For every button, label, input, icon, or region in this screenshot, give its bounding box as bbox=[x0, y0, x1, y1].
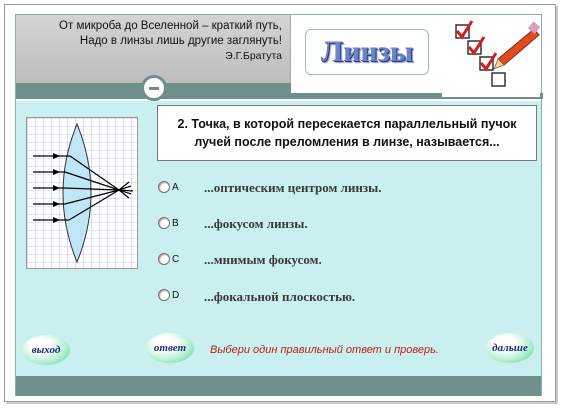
answer-button-label: ответ bbox=[153, 342, 187, 354]
exit-button-label: выход bbox=[31, 344, 61, 356]
option-text-b[interactable]: ...фокусом линзы. bbox=[204, 216, 308, 231]
question-text: 2. Точка, в которой пересекается параллельный пучок лучей после преломления в линзе, называется... bbox=[177, 117, 517, 149]
option-text-d[interactable]: ...фокальной плоскостью. bbox=[204, 289, 356, 304]
option-d[interactable] bbox=[158, 286, 202, 304]
epigraph bbox=[16, 15, 291, 83]
slide-panel bbox=[15, 14, 542, 396]
title-badge bbox=[305, 29, 429, 75]
lens-diagram-icon bbox=[26, 117, 138, 269]
answer-button[interactable] bbox=[146, 333, 194, 363]
option-c[interactable] bbox=[158, 250, 202, 268]
radio-b[interactable] bbox=[158, 217, 170, 229]
instruction-hint: Выбери один правильный ответ и проверь. bbox=[210, 344, 439, 356]
option-letter-d: D bbox=[172, 289, 180, 301]
decorative-knob-icon bbox=[141, 75, 167, 101]
next-button-label: дальше bbox=[492, 342, 528, 354]
epigraph-author: Э.Г.Братута bbox=[225, 50, 282, 62]
page-title: Линзы bbox=[320, 35, 414, 68]
option-text-a[interactable]: ...оптическим центром линзы. bbox=[204, 180, 382, 195]
question-box bbox=[157, 105, 537, 161]
epigraph-line-1: От микроба до Вселенной – краткий путь, bbox=[59, 20, 282, 32]
option-text-c[interactable]: ...мнимым фокусом. bbox=[204, 252, 322, 267]
footer-bar bbox=[16, 376, 541, 396]
option-a[interactable] bbox=[158, 178, 202, 196]
header bbox=[16, 15, 541, 101]
exit-button[interactable] bbox=[22, 335, 70, 365]
radio-c[interactable] bbox=[158, 253, 170, 265]
checklist-with-pencil-icon bbox=[442, 19, 540, 97]
option-letter-c: C bbox=[172, 253, 180, 265]
option-b[interactable] bbox=[158, 214, 202, 232]
radio-a[interactable] bbox=[158, 181, 170, 193]
next-button[interactable] bbox=[486, 333, 534, 363]
option-letter-a: A bbox=[172, 181, 179, 193]
radio-d[interactable] bbox=[158, 289, 170, 301]
option-letter-b: B bbox=[172, 217, 179, 229]
epigraph-line-2: Надо в линзы лишь другие заглянуть! bbox=[79, 35, 282, 47]
